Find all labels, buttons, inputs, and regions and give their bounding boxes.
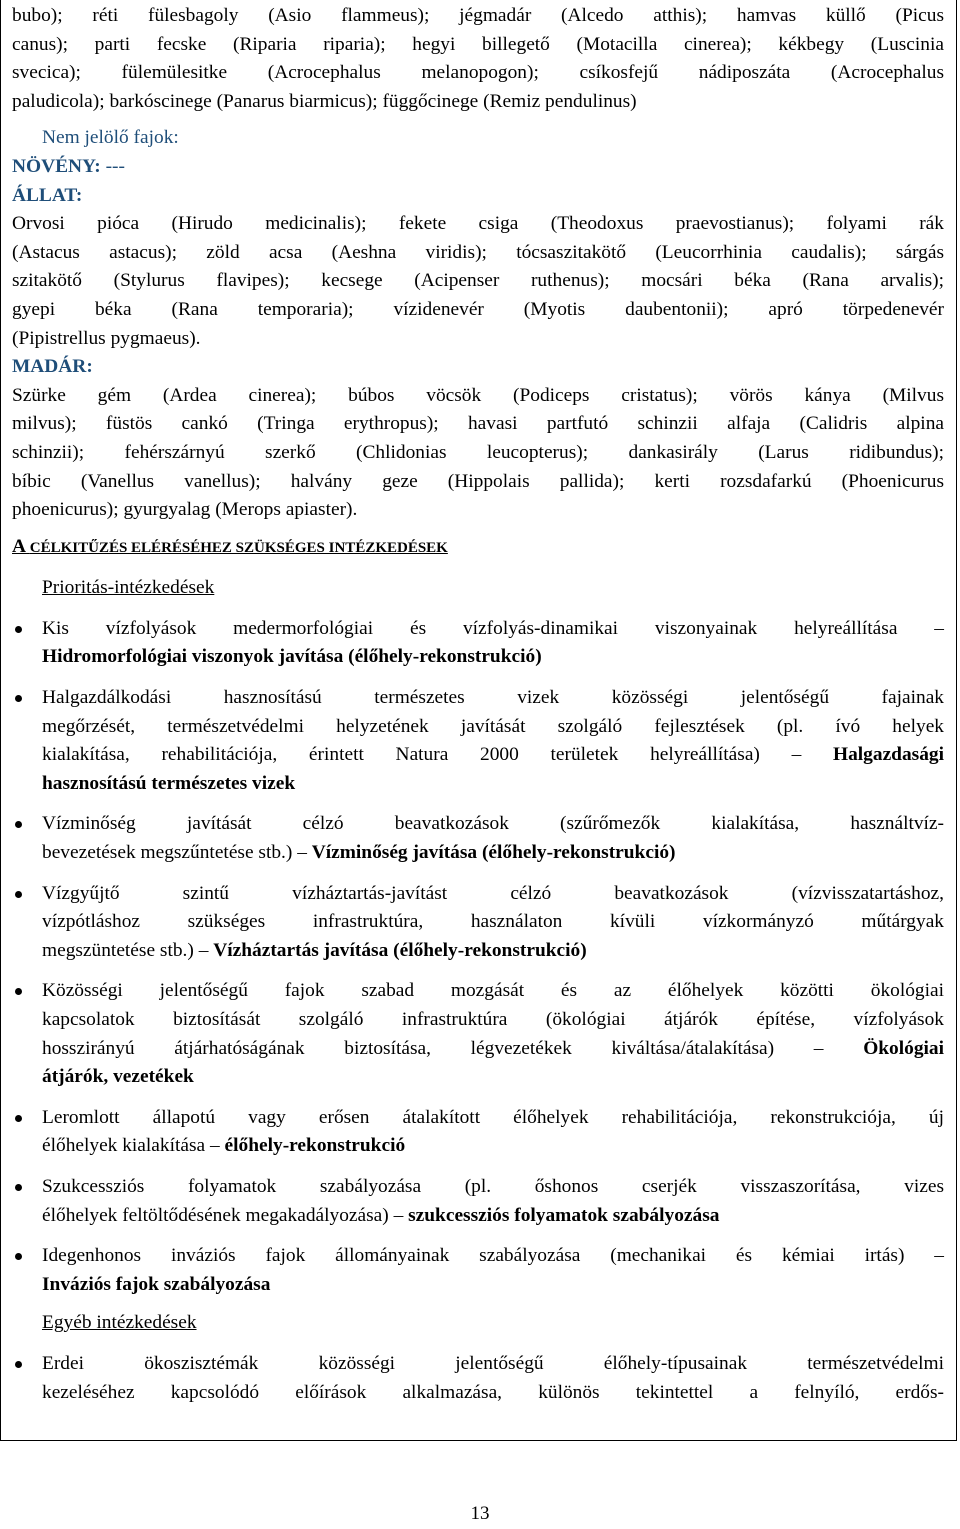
- inline-bold: Halgazdasági: [833, 744, 944, 766]
- text-line: kezeléséhez kapcsolódó előírások alkalmazása, különös tekintettel a felnyíló, erdős-: [42, 1381, 944, 1403]
- noveny-row: [12, 153, 944, 182]
- inline-bold: Vízháztartás javítása (élőhely-rekonstrukció): [213, 939, 587, 961]
- list-item: [12, 684, 944, 798]
- allat-label: ÁLLAT:: [12, 184, 83, 206]
- text-segment: hosszirányú átjárhatóságának biztosítása, légvezetékek kiváltása/átalakítása) –: [42, 1037, 824, 1059]
- other-list: [12, 1350, 944, 1407]
- text-line: Erdei ökoszisztémák közösségi jelentőségű élőhely-típusainak természetvédelmi: [42, 1352, 944, 1374]
- list-item: [12, 615, 944, 672]
- allat-paragraph: [12, 210, 944, 353]
- section-heading: [12, 533, 944, 563]
- list-item: [12, 1173, 944, 1230]
- inline-bold: szukcessziós folyamatok szabályozása: [408, 1204, 720, 1226]
- text-line: bubo); réti fülesbagoly (Asio flammeus); jégmadár (Alcedo atthis); hamvas küllő (Picus: [12, 5, 944, 26]
- text-line: phoenicurus); gyurgyalag (Merops apiaster).: [12, 499, 358, 521]
- text-line: [42, 937, 944, 966]
- text-segment: kialakítása, rehabilitációja, érintett Natura 2000 területek helyreállítása) –: [42, 744, 802, 766]
- other-heading: Egyéb intézkedések: [42, 1312, 197, 1334]
- section-heading-text: CÉLKITŰZÉS ELÉRÉSÉHEZ SZÜKSÉGES INTÉZKEDÉSEK: [29, 539, 448, 556]
- text-line: [42, 1202, 944, 1231]
- section-heading-first: A: [12, 535, 27, 557]
- text-line: megőrzését, természetvédelmi helyzetének javítását szolgáló fejlesztések (pl. ívó helyek: [42, 715, 944, 737]
- madar-label: MADÁR:: [12, 356, 93, 378]
- text-line: milvus); füstös cankó (Tringa erythropus); havasi partfutó schinzii alfaja (Calidris alpina: [12, 413, 944, 435]
- bullet-icon: [15, 891, 22, 898]
- text-line: (Astacus astacus); zöld acsa (Aeshna viridis); tócsaszitakötő (Leucorrhinia caudalis); sárgás: [12, 241, 944, 263]
- text-line: Közösségi jelentőségű fajok szabad mozgását és az élőhelyek közötti ökológiai: [42, 980, 944, 1002]
- text-line: Leromlott állapotú vagy erősen átalakított élőhelyek rehabilitációja, rekonstrukciója, új: [42, 1106, 944, 1128]
- list-item: [12, 810, 944, 867]
- nem-jelolo-label: Nem jelölő fajok:: [42, 127, 179, 149]
- page-number: 13: [470, 1503, 490, 1524]
- text-line: Szukcessziós folyamatok szabályozása (pl. őshonos cserjék visszaszorítása, vizes: [42, 1175, 944, 1197]
- list-item: [12, 1104, 944, 1161]
- text-line: Vízgyűjtő szintű vízháztartás-javítást célzó beavatkozások (vízvisszatartáshoz,: [42, 882, 944, 904]
- text-line: Halgazdálkodási hasznosítású természetes vizek közösségi jelentőségű fajainak: [42, 687, 944, 709]
- bullet-icon: [15, 626, 22, 633]
- bold-line: Hidromorfológiai viszonyok javítása (élőhely-rekonstrukció): [42, 646, 542, 668]
- text-line: bíbic (Vanellus vanellus); halvány geze (Hippolais pallida); kerti rozsdafarkú (Phoenicurus: [12, 470, 944, 492]
- text-segment: élőhelyek feltöltődésének megakadályozása) –: [42, 1204, 404, 1226]
- inline-bold: élőhely-rekonstrukció: [224, 1135, 406, 1157]
- priority-heading: Prioritás-intézkedések: [42, 577, 215, 599]
- list-item: [12, 1350, 944, 1407]
- bold-line: hasznosítású természetes vizek: [42, 772, 296, 794]
- text-line: [42, 741, 944, 770]
- bold-line: Inváziós fajok szabályozása: [42, 1273, 271, 1295]
- text-segment: megszüntetése stb.) –: [42, 939, 209, 961]
- text-line: paludicola); barkóscinege (Panarus biarmicus); függőcinege (Remiz pendulinus): [12, 90, 637, 112]
- inline-bold: Ökológiai: [863, 1037, 944, 1059]
- intro-paragraph: [12, 2, 944, 116]
- text-line: szitakötő (Stylurus flavipes); kecsege (Acipenser ruthenus); mocsári béka (Rana arvalis);: [12, 270, 944, 292]
- document-body: [12, 2, 944, 1419]
- text-segment: bevezetések megszűntetése stb.) –: [42, 842, 307, 864]
- text-line: (Pipistrellus pygmaeus).: [12, 327, 201, 349]
- bullet-icon: [15, 1115, 22, 1122]
- bold-line: átjárók, vezetékek: [42, 1066, 194, 1088]
- list-item: [12, 1242, 944, 1299]
- text-line: [42, 1035, 944, 1064]
- text-line: [42, 1132, 944, 1161]
- text-line: canus); parti fecske (Riparia riparia); hegyi billegető (Motacilla cinerea); kékbegy (Luscinia: [12, 33, 944, 55]
- text-line: Kis vízfolyások medermorfológiai és vízfolyás-dinamikai viszonyainak helyreállítása –: [42, 617, 944, 639]
- text-line: Vízminőség javítását célzó beavatkozások (szűrőmezők kialakítása, használtvíz-: [42, 813, 944, 835]
- bullet-icon: [15, 988, 22, 995]
- text-line: schinzii); fehérszárnyú szerkő (Chlidonias leucopterus); dankasirály (Larus ridibundus);: [12, 441, 944, 463]
- text-line: vízpótláshoz szükséges infrastruktúra, használaton kívüli vízkormányzó műtárgyak: [42, 911, 944, 933]
- inline-bold: Vízminőség javítása (élőhely-rekonstrukció): [311, 842, 676, 864]
- section-heading-rest: [26, 540, 448, 556]
- text-line: Orvosi pióca (Hirudo medicinalis); fekete csiga (Theodoxus praevostianus); folyami rák: [12, 213, 944, 235]
- list-item: [12, 880, 944, 966]
- bullet-icon: [15, 1361, 22, 1368]
- priority-list: [12, 615, 944, 1299]
- noveny-label: NÖVÉNY:: [12, 155, 101, 177]
- bullet-icon: [15, 1253, 22, 1260]
- text-segment: élőhelyek kialakítása –: [42, 1135, 220, 1157]
- text-line: gyepi béka (Rana temporaria); vízidenevér (Myotis daubentonii); apró törpedenevér: [12, 298, 944, 320]
- list-item: [12, 977, 944, 1091]
- noveny-value: ---: [105, 155, 125, 177]
- text-line: svecica); fülemülesitke (Acrocephalus melanopogon); csíkosfejű nádiposzáta (Acrocephalus: [12, 62, 944, 84]
- nem-jelolo-heading: [12, 124, 944, 153]
- text-line: [42, 839, 944, 868]
- bullet-icon: [15, 1184, 22, 1191]
- bullet-icon: [15, 695, 22, 702]
- text-line: Idegenhonos inváziós fajok állományainak szabályozása (mechanikai és kémiai irtás) –: [42, 1245, 944, 1267]
- text-line: kapcsolatok biztosítását szolgáló infrastruktúra (ökológiai átjárók építése, vízfolyások: [42, 1009, 944, 1030]
- bullet-icon: [15, 821, 22, 828]
- madar-paragraph: [12, 382, 944, 525]
- text-line: Szürke gém (Ardea cinerea); búbos vöcsök (Podiceps cristatus); vörös kánya (Milvus: [12, 384, 944, 406]
